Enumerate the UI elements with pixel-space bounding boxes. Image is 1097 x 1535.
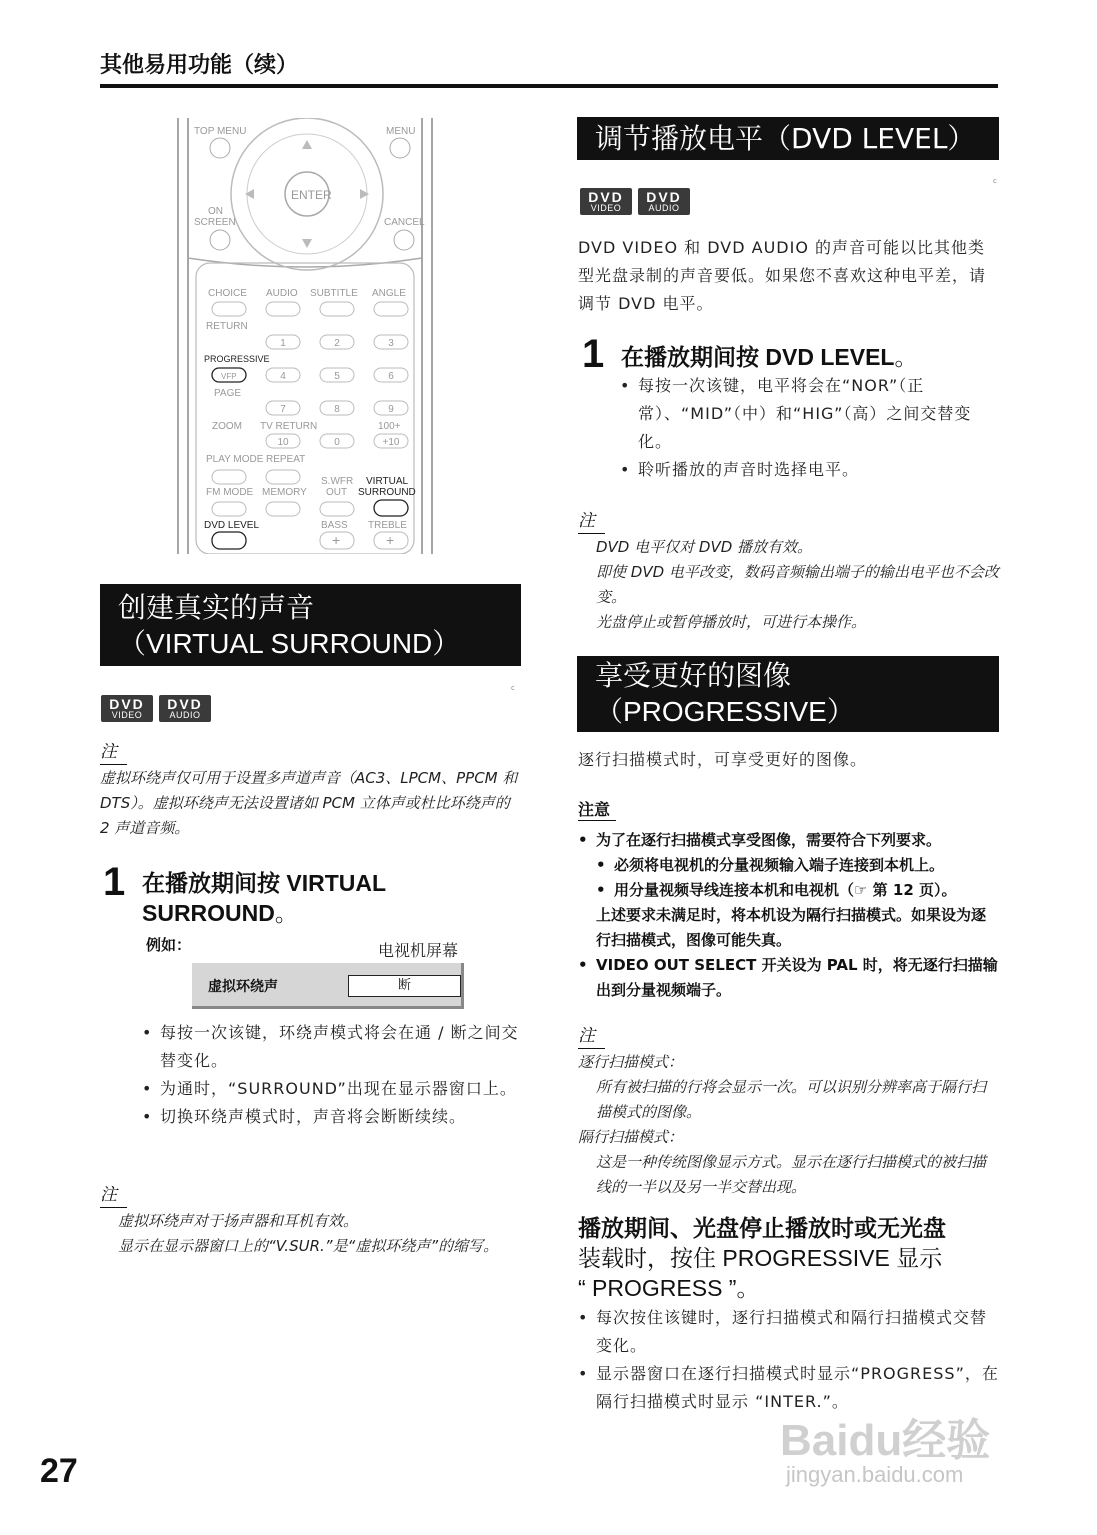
list-item: • 切换环绕声模式时，声音将会断断续续。 (142, 1103, 522, 1131)
remote-number-label: 8 (334, 404, 340, 415)
osd-screen-example (192, 963, 464, 1009)
list-item: • 为了在逐行扫描模式享受图像，需要符合下列要求。 (578, 828, 1000, 853)
svg-text:SURROUND: SURROUND (358, 487, 416, 498)
virtual-surround-title-line2: （VIRTUAL SURROUND） (118, 628, 461, 659)
osd-value: 断 (348, 975, 461, 997)
virtual-surround-step-text: 在播放期间按 VIRTUAL SURROUND。 (142, 870, 387, 926)
remote-number-label: 0 (334, 437, 340, 448)
list-item: • 每按一次该键，电平将会在“NOR”（正常）、“MID”（中）和“HIG”（高）之间交替变化。 (620, 372, 1000, 456)
remote-number-label: 9 (388, 404, 394, 415)
progressive-intro: 逐行扫描模式时，可享受更好的图像。 (578, 750, 868, 769)
svg-text:TV RETURN: TV RETURN (260, 421, 318, 432)
dvd-level-notes: DVD 电平仅对 DVD 播放有效。 即使 DVD 电平改变，数码音频输出端子的输出电平也不会改变。 光盘停止或暂停播放时，可进行本操作。 (596, 538, 999, 631)
note-heading: 注 (100, 1180, 127, 1208)
progressive-bullets (578, 1304, 1000, 1416)
svg-text:PLAY MODE: PLAY MODE (206, 454, 264, 465)
dvd-level-title-bar (577, 117, 999, 160)
progressive-title-line2: （PROGRESSIVE） (595, 696, 855, 727)
remote-control-illustration (176, 118, 436, 554)
svg-text:100+: 100+ (378, 421, 401, 432)
remote-number-label: 7 (280, 404, 286, 415)
svg-text:TOP MENU: TOP MENU (194, 126, 247, 137)
step-number: 1 (103, 860, 126, 904)
svg-text:VFP: VFP (221, 372, 237, 381)
progressive-title-bar (577, 656, 999, 732)
caution-heading: 注意 (578, 797, 616, 821)
watermark-logo: Baidu经验 (780, 1416, 991, 1465)
remote-number-label: 10 (277, 437, 289, 448)
svg-text:PROGRESSIVE: PROGRESSIVE (204, 354, 270, 364)
svg-text:CANCEL: CANCEL (384, 217, 425, 228)
svg-text:VIRTUAL: VIRTUAL (366, 476, 409, 487)
disc-type-badges (101, 695, 211, 722)
page-header-title: 其他易用功能（续） (100, 53, 299, 78)
virtual-surround-bullets (142, 1019, 522, 1131)
dvd-video-badge: DVD VIDEO (580, 188, 632, 215)
progressive-title-line1: 享受更好的图像 (595, 659, 792, 692)
caution-block: • 为了在逐行扫描模式享受图像，需要符合下列要求。 • 必须将电视机的分量视频输入端子连接到本机上。 • 用分量视频导线连接本机和电视机（☞ 第 12 页）。 上述要求未满足时，将本机设为隔行扫描模式。如果设为逐行扫描模式，图像可能失真。 • VIDEO OUT SELECT 开关设为 PAL 时，将无逐行扫描输出到分量视频端子。 (578, 828, 1000, 1003)
dvd-audio-badge: DVD AUDIO (159, 695, 211, 722)
dvd-level-intro: DVD VIDEO 和 DVD AUDIO 的声音可能以比其他类型光盘录制的声音要低。如果您不喜欢这种电平差，请调节 DVD 电平。 (578, 238, 987, 313)
svg-text:ENTER: ENTER (291, 188, 332, 202)
svg-text:+: + (332, 532, 341, 548)
disc-type-badges (580, 188, 690, 215)
watermark-url: jingyan.baidu.com (786, 1462, 964, 1487)
page-number: 27 (40, 1452, 78, 1490)
virtual-surround-note: 虚拟环绕声仅可用于设置多声道声音（AC3、LPCM、PPCM 和 DTS）。虚拟环绕声无法设置诸如 PCM 立体声或杜比环绕声的 2 声道音频。 (100, 769, 518, 837)
list-item: • VIDEO OUT SELECT 开关设为 PAL 时，将无逐行扫描输出到分量视频端子。 (578, 953, 1000, 1003)
svg-text:RETURN: RETURN (206, 321, 248, 332)
remote-number-label: +10 (382, 437, 400, 448)
dvd-level-step-text: 在播放期间按 DVD LEVEL。 (621, 344, 918, 370)
list-item: • 为通时，“SURROUND”出现在显示器窗口上。 (142, 1075, 522, 1103)
dvd-audio-badge: DVD AUDIO (638, 188, 690, 215)
remote-number-label: 1 (280, 338, 286, 349)
progressive-instruction: 播放期间、光盘停止播放时或无光盘 装载时，按住 PROGRESSIVE 显示 “ PROGRESS ”。 (578, 1215, 946, 1301)
svg-text:SUBTITLE: SUBTITLE (310, 288, 358, 299)
virtual-surround-title-line1: 创建真实的声音 (118, 591, 315, 624)
svg-text:CHOICE: CHOICE (208, 288, 247, 299)
list-item: • 每次按住该键时，逐行扫描模式和隔行扫描模式交替变化。 (578, 1304, 1000, 1360)
example-label: 例如： (146, 936, 192, 954)
svg-text:REPEAT: REPEAT (266, 454, 306, 465)
list-item: • 必须将电视机的分量视频输入端子连接到本机上。 (596, 853, 1000, 878)
note-heading: 注 (578, 506, 605, 534)
svg-text:S.WFR: S.WFR (321, 476, 354, 487)
note-heading: 注 (578, 1021, 605, 1049)
svg-text:FM MODE: FM MODE (206, 487, 254, 498)
remote-number-label: 6 (388, 371, 394, 382)
svg-text:AUDIO: AUDIO (266, 288, 298, 299)
svg-text:+: + (386, 532, 395, 548)
svg-text:OUT: OUT (326, 487, 348, 498)
list-item: • 聆听播放的声音时选择电平。 (620, 456, 1000, 484)
list-item: • 用分量视频导线连接本机和电视机（☞ 第 12 页）。 (596, 878, 1000, 903)
svg-text:DVD LEVEL: DVD LEVEL (204, 520, 260, 531)
note-heading: 注 (100, 737, 127, 765)
remote-number-label: 4 (280, 371, 286, 382)
list-item: • 每按一次该键，环绕声模式将会在通 / 断之间交替变化。 (142, 1019, 522, 1075)
svg-text:PAGE: PAGE (214, 388, 242, 399)
svg-text:SCREEN: SCREEN (194, 217, 236, 228)
svg-text:TREBLE: TREBLE (368, 520, 407, 531)
list-item: • 显示器窗口在逐行扫描模式时显示“PROGRESS”，在隔行扫描模式时显示 “INTER.”。 (578, 1360, 1000, 1416)
svg-text:MENU: MENU (386, 126, 416, 137)
step-number: 1 (582, 332, 605, 376)
progressive-notes: 逐行扫描模式： 所有被扫描的行将会显示一次。可以识别分辨率高于隔行扫描模式的图像。 隔行扫描模式： 这是一种传统图像显示方式。显示在逐行扫描模式的被扫描线的一半以及另一半交替出现。 (578, 1053, 987, 1196)
svg-text:ZOOM: ZOOM (212, 421, 242, 432)
header-rule (100, 84, 998, 88)
virtual-surround-title-bar (100, 584, 521, 666)
svg-text:MEMORY: MEMORY (262, 487, 307, 498)
tv-screen-label: 电视机屏幕 (378, 941, 459, 960)
dvd-level-title: 调节播放电平（DVD LEVEL） (595, 122, 976, 155)
remote-number-label: 5 (334, 371, 340, 382)
svg-text:BASS: BASS (321, 520, 348, 531)
virtual-surround-note2: 虚拟环绕声对于扬声器和耳机有效。 显示在显示器窗口上的“V.SUR.”是“虚拟环绕声”的缩写。 (118, 1212, 499, 1255)
remote-number-label: 2 (334, 338, 340, 349)
dvd-level-bullets (620, 372, 1000, 484)
svg-text:ANGLE: ANGLE (372, 288, 406, 299)
dvd-video-badge: DVD VIDEO (101, 695, 153, 722)
remote-number-label: 3 (388, 338, 394, 349)
svg-text:ON: ON (208, 206, 223, 217)
osd-label: 虚拟环绕声 (208, 979, 278, 995)
